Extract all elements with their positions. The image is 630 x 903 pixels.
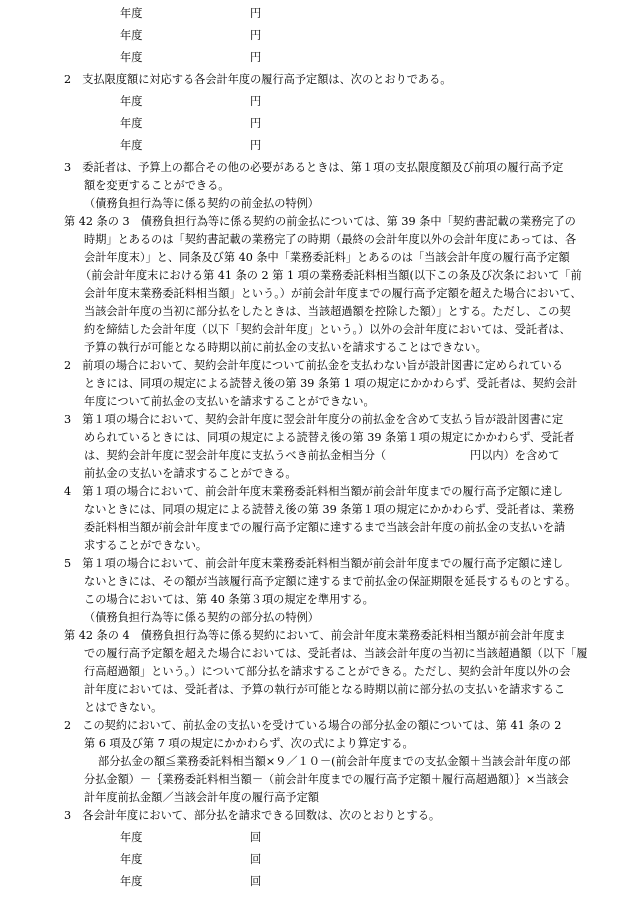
- count-label: 回: [250, 875, 262, 888]
- article-line: 第 42 条の 3 債務負担行為等に係る契約の前金払については、第 39 条中「契約書記載の業務完了の: [64, 215, 576, 228]
- article-line: 委託料相当額が前会計年度までの履行高予定額に達するまで当該会計年度の前払金の支払いを請: [84, 521, 566, 534]
- paragraph-2: 2 支払限度額に対応する各会計年度の履行高予定額は、次のとおりである。: [64, 73, 452, 86]
- article-line: 3 各会計年度において、部分払を請求できる回数は、次のとおりとする。: [64, 809, 441, 822]
- article-line: ないときには、その額が当該履行高予定額に達するまで前払金の保証期限を延長するものとする。: [84, 575, 577, 588]
- year-label: 年度: [120, 51, 143, 64]
- article-line: 前払金の支払いを請求することができる。: [84, 467, 297, 480]
- article-line: 4 第１項の場合において、前会計年度末業務委託料相当額が前会計年度までの履行高予定額に達し: [64, 485, 564, 498]
- yen-label: 円: [250, 29, 262, 42]
- yen-label: 円: [250, 7, 262, 20]
- article-line: 第 42 条の 4 債務負担行為等に係る契約において、前会計年度末業務委託料相当額が前会計年度ま: [64, 629, 566, 642]
- formula-line: 分払金額）－｛業務委託料相当額－（前会計年度までの履行高予定額＋履行高超過額）｝×当該会: [84, 773, 569, 786]
- year-label: 年度: [120, 117, 143, 130]
- yen-label: 円: [250, 51, 262, 64]
- count-label: 回: [250, 853, 262, 866]
- amount-limit-text: 円以内）を含めて: [470, 449, 560, 462]
- article-line: 2 この契約において、前払金の支払いを受けている場合の部分払金の額については、第 41 条の 2: [64, 719, 562, 732]
- article-line: 行高超過額」という。）について部分払を請求することができる。ただし、契約会計年度以外の会: [84, 665, 571, 678]
- year-label: 年度: [120, 7, 143, 20]
- section-heading: （債務負担行為等に係る契約の部分払の特例）: [84, 611, 319, 624]
- article-line: とはできない。: [84, 701, 163, 714]
- article-line: 第 6 項及び第 7 項の規定にかかわらず、次の式により算定する。: [84, 737, 414, 750]
- article-line: 3 第１項の場合において、契約会計年度に翌会計年度分の前払金を含めて支払う旨が設計図書に定: [64, 413, 564, 426]
- article-line: 時期」とあるのは「契約書記載の業務完了の時期（最終の会計年度以外の会計年度にあっては、各: [84, 233, 577, 246]
- article-line: 当該会計年度の当初に部分払をしたときは、当該超過額を控除した額）」とする。ただし、この契: [84, 305, 571, 318]
- year-label: 年度: [120, 29, 143, 42]
- article-line: 2 前項の場合において、契約会計年度について前払金を支払わない旨が設計図書に定められている: [64, 359, 563, 372]
- year-label: 年度: [120, 139, 143, 152]
- article-line: ときには、同項の規定による読替え後の第 39 条第 1 項の規定にかかわらず、受託者は、契約会計: [84, 377, 578, 390]
- year-label: 年度: [120, 831, 143, 844]
- year-label: 年度: [120, 853, 143, 866]
- paragraph-3-line: 額を変更することができる。: [84, 179, 230, 192]
- yen-label: 円: [250, 95, 262, 108]
- year-label: 年度: [120, 875, 143, 888]
- yen-label: 円: [250, 117, 262, 130]
- article-line: ないときには、同項の規定による読替え後の第 39 条第１項の規定にかかわらず、受託者は、業務: [84, 503, 575, 516]
- article-line: 約を締結した会計年度（以下「契約会計年度」という。）以外の会計年度においては、受託者は、: [84, 323, 571, 336]
- paragraph-3-line: 3 委託者は、予算上の都合その他の必要があるときは、第１項の支払限度額及び前項の履行高予定: [64, 161, 564, 174]
- article-line: は、契約会計年度に翌会計年度に支払うべき前払金相当分（: [84, 449, 387, 462]
- article-line: この場合においては、第 40 条第３項の規定を準用する。: [84, 593, 374, 606]
- article-line: 会計年度末業務委託料相当額」という。）が前会計年度までの履行高予定額を超えた場合において、: [84, 287, 582, 300]
- article-line: 5 第１項の場合において、前会計年度末業務委託料相当額が前会計年度までの履行高予定額に達し: [64, 557, 564, 570]
- year-label: 年度: [120, 95, 143, 108]
- article-line: められているときには、同項の規定による読替え後の第 39 条第１項の規定にかかわらず、受託者: [84, 431, 575, 444]
- yen-label: 円: [250, 139, 262, 152]
- section-heading: （債務負担行為等に係る契約の前金払の特例）: [84, 197, 319, 210]
- article-line: 予算の執行が可能となる時期以前に前払金の支払いを請求することはできない。: [84, 341, 487, 354]
- count-label: 回: [250, 831, 262, 844]
- formula-line: 部分払金の額≦業務委託料相当額×９／１０－(前会計年度までの支払金額＋当該会計年度の部: [98, 755, 571, 768]
- article-line: での履行高予定額を超えた場合においては、受託者は、当該会計年度の当初に当該超過額（以下「履: [84, 647, 588, 660]
- article-line: （前会計年度末における第 41 条の 2 第 1 項の業務委託料相当額(以下この条及び次条において「前: [80, 269, 582, 282]
- article-line: 年度について前払金の支払いを請求することができない。: [84, 395, 375, 408]
- article-line: 求することができない。: [84, 539, 208, 552]
- article-line: 計年度においては、受託者は、予算の執行が可能となる時期以前に部分払の支払いを請求するこ: [84, 683, 566, 696]
- formula-line: 計年度前払金額／当該会計年度の履行高予定額: [84, 791, 319, 804]
- article-line: 会計年度末）」と、同条及び第 40 条中「業務委託料」とあるのは「当該会計年度の履行高予定額: [84, 251, 570, 264]
